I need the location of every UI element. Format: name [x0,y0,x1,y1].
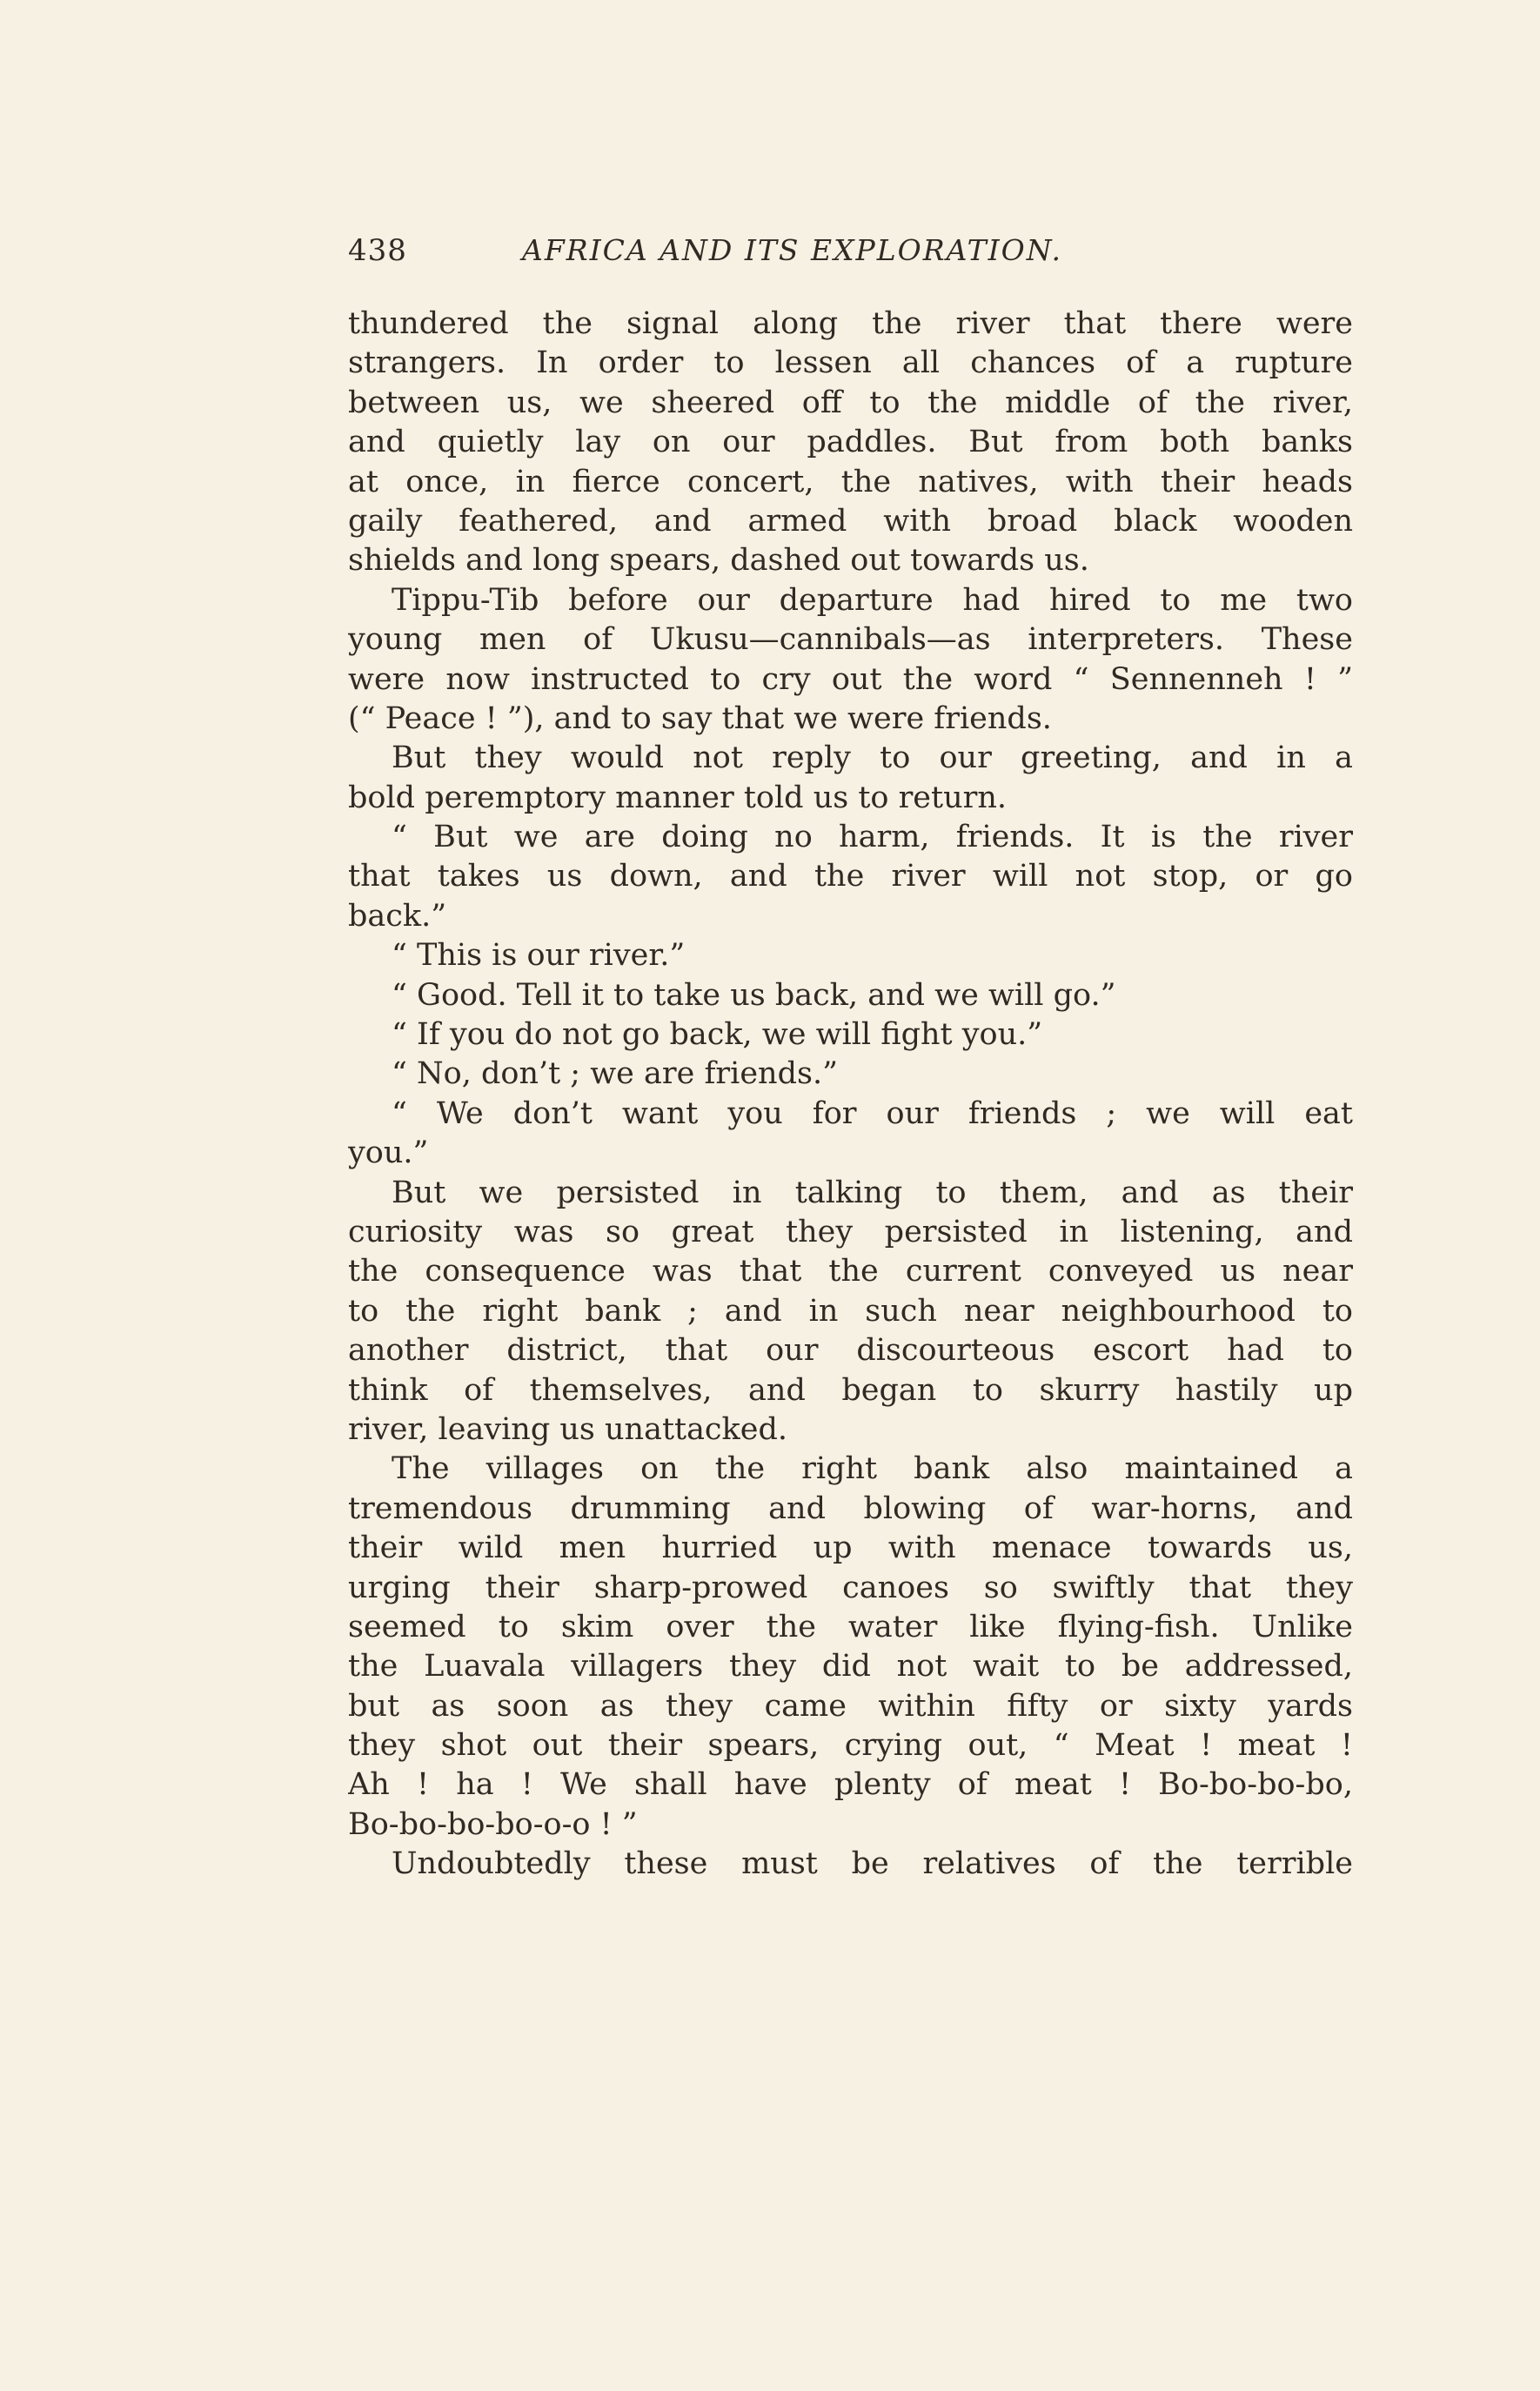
text-line: the consequence was that the current conveyed us near [348,1254,1353,1289]
text-line: “ Good. Tell it to take us back, and we will go.” [392,977,1116,1013]
running-head [348,233,1353,277]
text-line: Undoubtedly these must be relatives of the terrible [392,1846,1353,1882]
text-line: But they would not reply to our greeting, and in a [392,740,1353,776]
text-line: “ If you do not go back, we will fight you.” [392,1017,1043,1053]
text-line: Ah ! ha ! We shall have plenty of meat ! Bo-bo-bo-bo, [348,1767,1353,1803]
text-line: curiosity was so great they persisted in listening, and [348,1214,1353,1249]
text-line: urging their sharp-prowed canoes so swiftly that they [348,1570,1353,1605]
text-line: strangers. In order to lessen all chances of a rupture [348,345,1353,381]
text-line: between us, we sheered off to the middle of the river, [348,385,1353,420]
text-line: bold peremptory manner told us to return. [348,780,1008,815]
text-line: another district, that our discourteous escort had to [348,1333,1353,1369]
text-line: think of themselves, and began to skurry hastily up [348,1372,1353,1408]
text-line: thundered the signal along the river that there were [348,306,1353,341]
text-line: Bo-bo-bo-bo-o-o ! ” [348,1806,638,1842]
text-line: and quietly lay on our paddles. But from both banks [348,425,1353,460]
text-line: gaily feathered, and armed with broad black wooden [348,503,1353,539]
running-title: AFRICA AND ITS EXPLORATION. [522,233,1062,267]
text-line: tremendous drumming and blowing of war-horns, and [348,1490,1353,1526]
text-line: river, leaving us unattacked. [348,1411,787,1447]
text-line: Tippu-Tib before our departure had hired to me two [392,582,1353,618]
text-line: but as soon as they came within fifty or sixty yards [348,1688,1353,1724]
text-line: to the right bank ; and in such near neighbourhood to [348,1293,1353,1329]
text-line: “ This is our river.” [392,938,686,974]
text-line: shields and long spears, dashed out towards us. [348,543,1089,579]
text-line: at once, in fierce concert, the natives, with their heads [348,464,1353,499]
text-line: you.” [348,1135,429,1171]
text-line: young men of Ukusu—cannibals—as interpreters. These [348,622,1353,658]
text-line: But we persisted in talking to them, and as their [392,1175,1353,1210]
text-line: that takes us down, and the river will not stop, or go [348,859,1353,894]
text-line: (“ Peace ! ”), and to say that we were friends. [348,700,1052,736]
text-line: were now instructed to cry out the word “ Sennenneh ! ” [348,661,1353,697]
text-line: “ But we are doing no harm, friends. It is the river [392,820,1353,855]
text-line: seemed to skim over the water like flying-fish. Unlike [348,1609,1353,1644]
text-line: “ We don’t want you for our friends ; we will eat [392,1095,1353,1131]
text-line: the Luavala villagers they did not wait to be addressed, [348,1649,1353,1684]
body-text [348,305,1353,1885]
text-line: “ No, don’t ; we are friends.” [392,1056,838,1092]
text-line: The villages on the right bank also maintained a [392,1451,1353,1487]
text-line: their wild men hurried up with menace towards us, [348,1530,1353,1566]
page-number: 438 [348,233,407,268]
text-line: back.” [348,898,447,934]
text-line: they shot out their spears, crying out, “ Meat ! meat ! [348,1728,1353,1764]
